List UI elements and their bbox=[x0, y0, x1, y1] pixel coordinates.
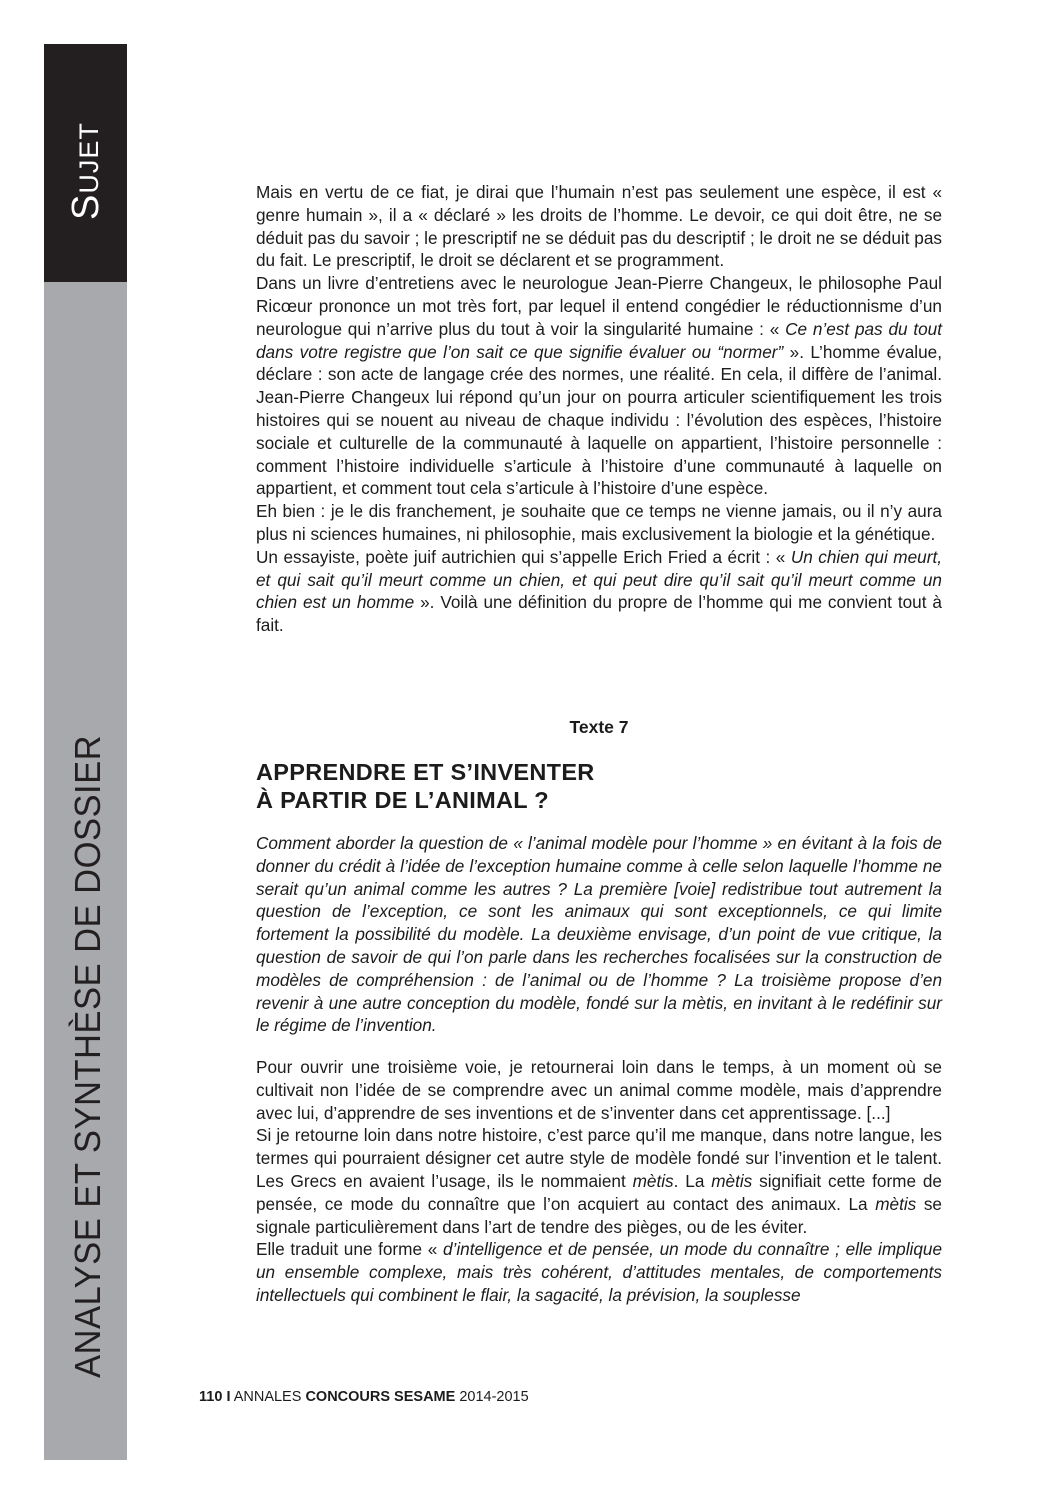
paragraph bbox=[256, 1238, 942, 1306]
section-heading bbox=[256, 758, 942, 814]
text-block-continued bbox=[256, 181, 942, 637]
heading-line: APPRENDRE ET S’INVENTER bbox=[256, 759, 595, 785]
term-metis: mètis bbox=[711, 1170, 753, 1191]
page-number: 110 bbox=[199, 1389, 223, 1405]
quote-ricoeur: Ce n’est pas du tout dans votre registre que l’on sait ce que signifie évaluer ou “normer” bbox=[256, 318, 943, 362]
quote-metis: d’intelligence et de pensée, un mode du connaître ; elle implique un ensemble complexe, mais très cohérent, d’attitudes mentales, de comportements intellectuels qui combinent le flair, la sagacité, la prévision, la souplesse bbox=[256, 1239, 943, 1305]
text-run: ». Voilà une définition du propre de l’homme qui me convient tout à fait. bbox=[256, 592, 942, 636]
footer-years: 2014-2015 bbox=[459, 1389, 529, 1405]
text-run: Si je retourne loin dans notre histoire, c’est parce qu’il me manque, dans notre langue, les termes qui pourraient désigner cet autre style de modèle fondé sur l’invention et le talent. Les Grecs en avaient l’usage, ils le nommaient bbox=[256, 1125, 942, 1191]
text-run: Elle traduit une forme « bbox=[256, 1239, 443, 1260]
text-intro bbox=[256, 832, 942, 1037]
paragraph: Pour ouvrir une troisième voie, je retournerai loin dans le temps, à un moment où se cultivait non l’idée de se comprendre avec un animal comme modèle, mais d’apprendre avec lui, d’apprendre de ses inventions et de s’inventer dans cet apprentissage. [...] bbox=[256, 1057, 942, 1123]
text-run: . La bbox=[673, 1170, 712, 1191]
sidebar-section-label: ANALYSE ET SYNTHÈSE DE DOSSIER bbox=[67, 734, 108, 1378]
text-run: ». L’homme évalue, déclare : son acte de langage crée des normes, une réalité. En cela, il diffère de l’animal. Jean-Pierre Changeux lui répond qu’un jour on pourra articuler scientifiquement les trois histoires qui se nouent au niveau de chaque individu : l’évolution des espèces, l’histoire sociale et culturelle de la communauté à laquelle on appartient, l’histoire personnelle : comment l’histoire individuelle s’articule à l’histoire d’une communauté à laquelle on appartient, et comment tout cela s’articule à l’histoire d’une espèce. bbox=[256, 341, 942, 499]
heading-line: À PARTIR DE L’ANIMAL ? bbox=[256, 787, 549, 813]
footer-separator: I bbox=[226, 1389, 231, 1405]
text-run: signifiait cette forme de pensée, ce mode du connaître que l’on acquiert au contact des animaux. La bbox=[256, 1170, 942, 1214]
term-metis: mètis bbox=[632, 1170, 674, 1191]
text-run: Un essayiste, poète juif autrichien qui s’appelle Erich Fried a écrit : « bbox=[256, 546, 791, 567]
footer-concours: CONCOURS SESAME bbox=[305, 1389, 456, 1405]
paragraph: Eh bien : je le dis franchement, je souhaite que ce temps ne vienne jamais, ou il n’y aura plus ni sciences humaines, ni philosophie, mais exclusivement la biologie et la génétique. bbox=[256, 501, 942, 544]
sidebar-sujet-label: Sujet bbox=[65, 122, 107, 220]
text-number-label: Texte 7 bbox=[569, 717, 629, 737]
paragraph: Comment aborder la question de « l’animal modèle pour l’homme » en évitant à la fois de donner du crédit à l’idée de l’exception humaine comme à celle selon laquelle l’homme ne serait qu’un animal comme les autres ? La première [voie] redistribue tout autrement la question de l’exception, ce sont les animaux qui sont exceptionnels, ce qui limite fortement la possibilité du modèle. La deuxième envisage, d’un point de vue critique, la question de savoir de qui l’on parle dans les recherches focalisées sur la construction de modèles de compréhension : de l’animal ou de l’homme ? La troisième propose d’en revenir à une autre conception du modèle, fondé sur la mètis, en invitant à le redéfinir sur le régime de l’invention. bbox=[256, 833, 942, 1036]
footer-annales: ANNALES bbox=[233, 1389, 302, 1405]
term-metis: mètis bbox=[875, 1193, 917, 1214]
text-block-body bbox=[256, 1056, 942, 1307]
text-run: se signale particulièrement dans l’art de tendre des pièges, ou de les éviter. bbox=[256, 1193, 942, 1237]
quote-fried: Un chien qui meurt, et qui sait qu’il meurt comme un chien, et qui peut dire qu’il sait qu’il meurt comme un chien est un homme bbox=[256, 546, 943, 613]
paragraph: Mais en vertu de ce fiat, je dirai que l’humain n’est pas seulement une espèce, il est « genre humain », il a « déclaré » les droits de l’homme. Le devoir, ce qui doit être, ne se déduit pas du savoir ; le prescriptif ne se déduit pas du descriptif ; le droit ne se déduit pas du fait. Le prescriptif, le droit se déclarent et se programment. bbox=[256, 182, 942, 271]
paragraph bbox=[256, 546, 942, 637]
paragraph bbox=[256, 272, 942, 500]
paragraph bbox=[256, 1124, 942, 1238]
text-run: Dans un livre d’entretiens avec le neurologue Jean-Pierre Changeux, le philosophe Paul Ricœur prononce un mot très fort, par lequel il entend congédier le réductionnisme d’un neurologue qui n’arrive plus du tout à voir la singularité humaine : « bbox=[256, 273, 942, 339]
page-footer bbox=[199, 1388, 529, 1406]
